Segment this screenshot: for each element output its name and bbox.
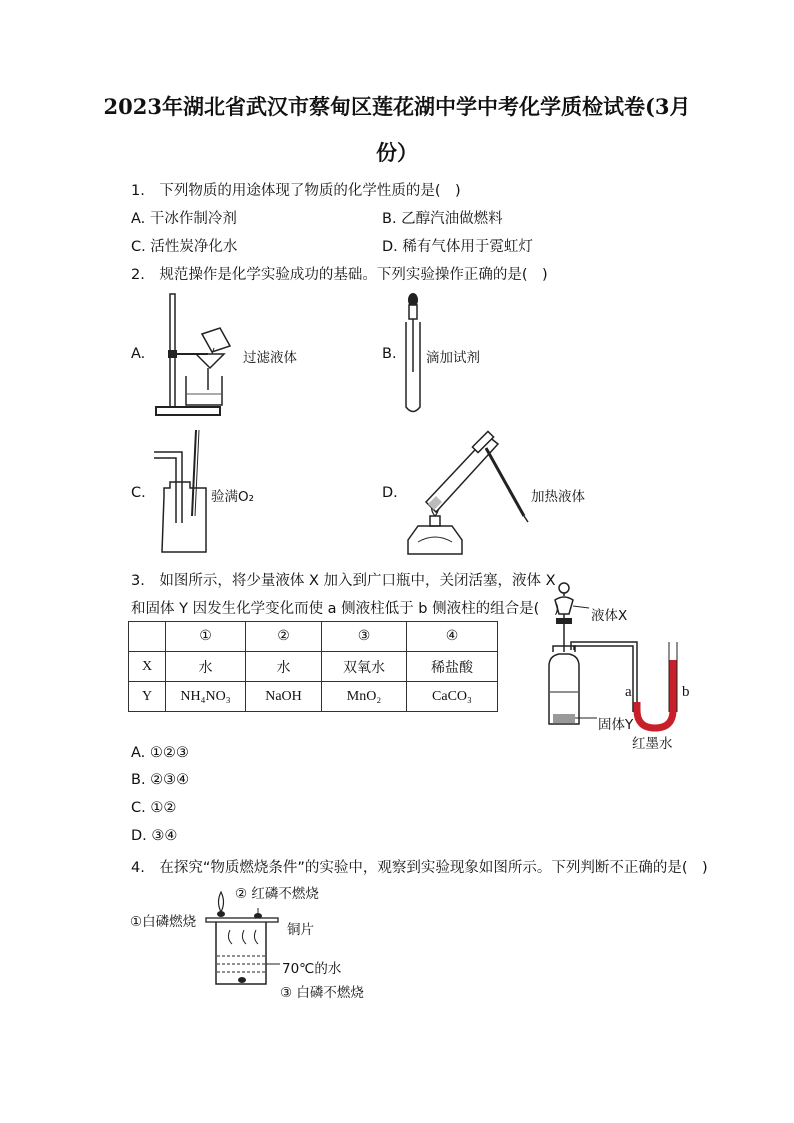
q2-option-b-label: 滴加试剂 (426, 350, 480, 366)
q4-figure-white-phosphorus-water: ③ 白磷不燃烧 (280, 985, 364, 1001)
heating-liquid-figure (400, 428, 530, 558)
q4-stem: 4. 在探究“物质燃烧条件”的实验中，观察到实验现象如图所示。下列判断不正确的是( ) (131, 860, 708, 876)
table-cell: ④ (407, 622, 498, 652)
table-cell: X (129, 652, 166, 682)
q1-option-d: D. 稀有气体用于霓虹灯 (382, 239, 533, 255)
q4-figure-white-phosphorus: ①白磷燃烧 (130, 914, 197, 930)
q2-option-d-letter: D. (382, 485, 398, 501)
table-cell: ① (166, 622, 246, 652)
table-cell (129, 622, 166, 652)
q3-stem-line1: 3. 如图所示，将少量液体 X 加入到广口瓶中，关闭活塞，液体 X (131, 573, 556, 589)
q4-combustion-figure (200, 890, 290, 990)
q3-option-c: C. ①② (131, 800, 177, 816)
q2-option-c-label: 验满O₂ (211, 489, 255, 505)
q2-option-a-label: 过滤液体 (243, 350, 297, 366)
q3-figure-solid-y: 固体Y (598, 717, 634, 733)
table-row (129, 622, 498, 652)
q1-option-c: C. 活性炭净化水 (131, 239, 238, 255)
q3-figure-label-a: a (625, 684, 632, 700)
table-cell: 稀盐酸 (407, 652, 498, 682)
q3-option-a: A. ①②③ (131, 745, 189, 761)
q3-figure-liquid-x: 液体X (591, 608, 628, 624)
table-cell: CaCO₃ (407, 682, 498, 712)
filtration-figure (150, 290, 250, 420)
q1-option-b: B. 乙醇汽油做燃料 (382, 211, 503, 227)
table-cell: 水 (166, 652, 246, 682)
q3-table (128, 621, 498, 712)
q3-option-d: D. ③④ (131, 828, 178, 844)
table-row (129, 682, 498, 712)
q3-figure-red-ink: 红墨水 (632, 736, 673, 752)
table-row (129, 652, 498, 682)
table-cell: ③ (322, 622, 407, 652)
table-cell: NaOH (246, 682, 322, 712)
table-cell: Y (129, 682, 166, 712)
q2-option-c-letter: C. (131, 485, 146, 501)
q2-option-b-letter: B. (382, 346, 397, 362)
q2-option-d-label: 加热液体 (531, 489, 585, 505)
q3-option-b: B. ②③④ (131, 772, 190, 788)
table-cell: MnO₂ (322, 682, 407, 712)
q2-option-a-letter: A. (131, 346, 146, 362)
page-title-continued: 份） (376, 140, 418, 165)
q4-figure-copper-plate: 铜片 (287, 922, 314, 938)
q4-figure-water: 70℃的水 (282, 961, 342, 977)
table-cell: 水 (246, 652, 322, 682)
table-cell: ② (246, 622, 322, 652)
q2-stem: 2. 规范操作是化学实验成功的基础。下列实验操作正确的是( ) (131, 267, 548, 283)
q3-figure-label-b: b (682, 684, 690, 700)
gas-bottle-figure (150, 428, 214, 556)
q3-stem-line2: 和固体 Y 因发生化学变化而使 a 侧液柱低于 b 侧液柱的组合是( ) (131, 601, 560, 617)
dropper-figure (398, 292, 428, 416)
table-cell: NH₄NO₃ (166, 682, 246, 712)
q4-figure-red-phosphorus: ② 红磷不燃烧 (235, 886, 319, 902)
table-cell: 双氧水 (322, 652, 407, 682)
q1-option-a: A. 干冰作制冷剂 (131, 211, 237, 227)
page-title: 2023年湖北省武汉市蔡甸区莲花湖中学中考化学质检试卷(3月 (103, 94, 691, 119)
q1-stem: 1. 下列物质的用途体现了物质的化学性质的是( ) (131, 183, 461, 199)
